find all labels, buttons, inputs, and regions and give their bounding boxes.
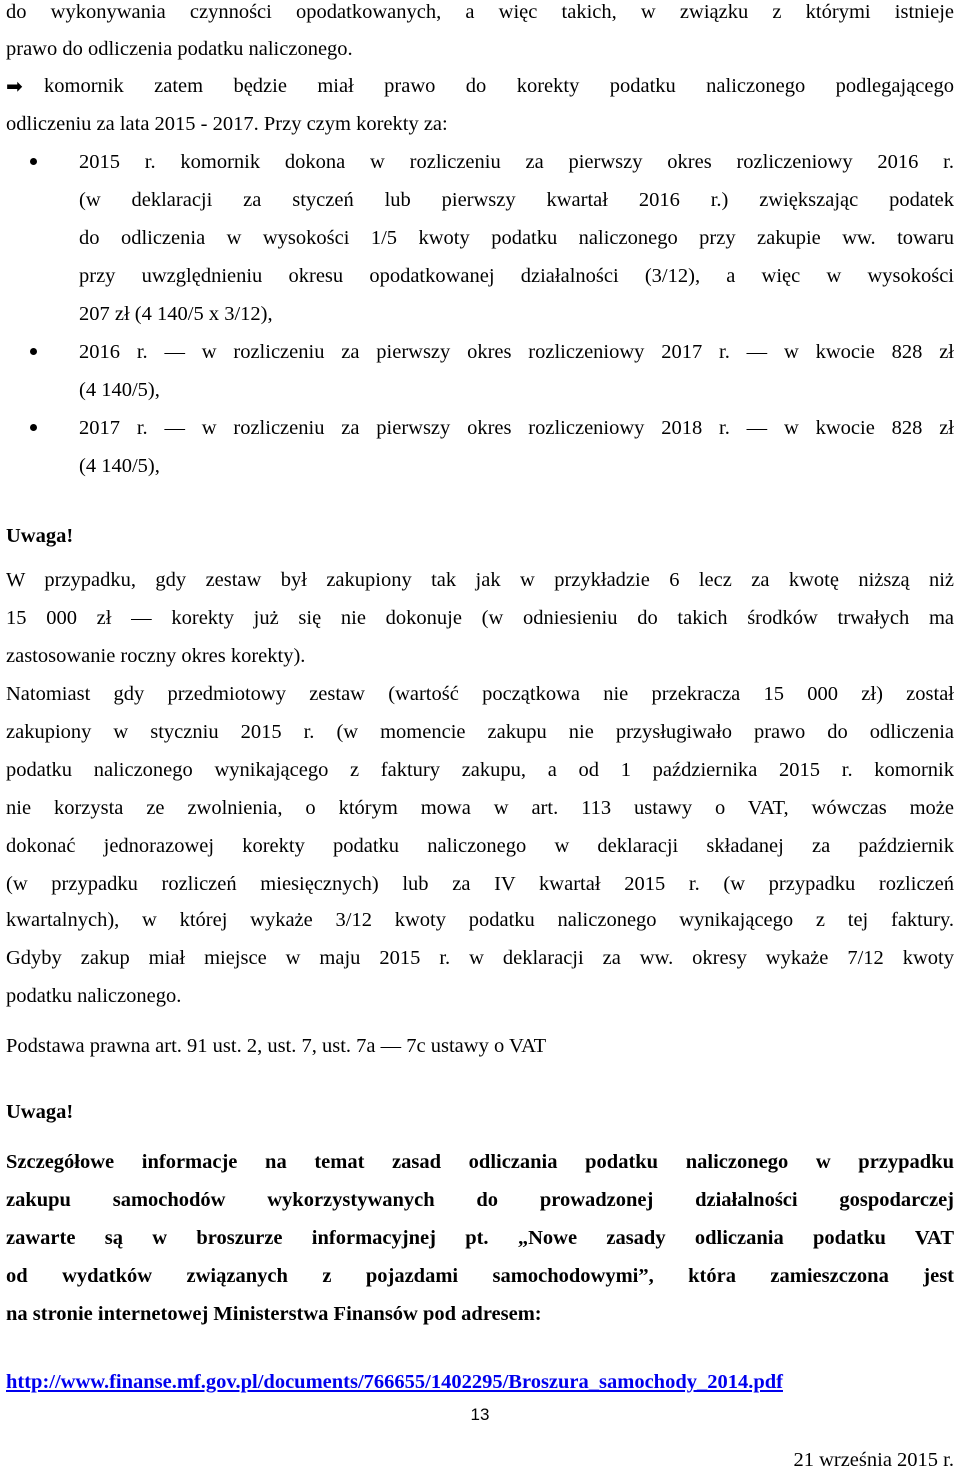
text-line: 2016 r. — w rozliczeniu za pierwszy okres rozliczeniowy 2017 r. — w kwocie 828 zł — [79, 341, 954, 363]
text-line: (4 140/5), — [79, 379, 160, 401]
note-heading: Uwaga! — [6, 1101, 74, 1123]
text-line: zawarte są w broszurze informacyjnej pt. „Nowe zasady odliczania podatku VAT — [6, 1227, 954, 1249]
text-line: Natomiast gdy przedmiotowy zestaw (wartość początkowa nie przekracza 15 000 zł) został — [6, 683, 954, 705]
bullet-icon — [30, 348, 37, 355]
text-line: podatku naliczonego. — [6, 985, 182, 1007]
text-line: zakupu samochodów wykorzystywanych do prowadzonej działalności gospodarczej — [6, 1189, 954, 1211]
text-line: podatku naliczonego wynikającego z faktury zakupu, a od 1 października 2015 r. komornik — [6, 759, 954, 781]
text-line: W przypadku, gdy zestaw był zakupiony tak jak w przykładzie 6 lecz za kwotę niższą niż — [6, 569, 954, 591]
text-line: nie korzysta ze zwolnienia, o którym mowa w art. 113 ustawy o VAT, wówczas może — [6, 797, 954, 819]
bullet-icon — [30, 424, 37, 431]
note-heading: Uwaga! — [6, 525, 74, 547]
text-line: Gdyby zakup miał miejsce w maju 2015 r. w deklaracji za ww. okresy wykaże 7/12 kwoty — [6, 947, 954, 969]
text-line: odliczeniu za lata 2015 - 2017. Przy czym korekty za: — [6, 113, 448, 135]
brochure-link[interactable]: http://www.finanse.mf.gov.pl/documents/766655/1402295/Broszura_samochody_2014.pdf — [6, 1371, 783, 1393]
page-number: 13 — [470, 1405, 490, 1424]
text-line: 2017 r. — w rozliczeniu za pierwszy okres rozliczeniowy 2018 r. — w kwocie 828 zł — [79, 417, 954, 439]
text-line: prawo do odliczenia podatku naliczonego. — [6, 38, 353, 60]
text-line: 15 000 zł — korekty już się nie dokonuje (w odniesieniu do takich środków trwałych ma — [6, 607, 954, 629]
text-line: (4 140/5), — [79, 455, 160, 477]
text-line: 2015 r. komornik dokona w rozliczeniu za pierwszy okres rozliczeniowy 2016 r. — [79, 151, 954, 173]
text-line: do wykonywania czynności opodatkowanych, a więc takich, w związku z którymi istnieje — [6, 1, 954, 23]
text-line: Szczegółowe informacje na temat zasad odliczania podatku naliczonego w przypadku — [6, 1151, 954, 1173]
text-line: (w przypadku rozliczeń miesięcznych) lub za IV kwartał 2015 r. (w przypadku rozliczeń — [6, 873, 954, 895]
text-line: przy uwzględnieniu okresu opodatkowanej działalności (3/12), a więc w wysokości — [79, 265, 954, 287]
text-line: do odliczenia w wysokości 1/5 kwoty podatku naliczonego przy zakupie ww. towaru — [79, 227, 954, 249]
text-line: zakupiony w styczniu 2015 r. (w momencie zakupu nie przysługiwało prawo do odliczenia — [6, 721, 954, 743]
text-line: (w deklaracji za styczeń lub pierwszy kwartał 2016 r.) zwiększając podatek — [79, 189, 954, 211]
legal-basis: Podstawa prawna art. 91 ust. 2, ust. 7, ust. 7a — 7c ustawy o VAT — [6, 1035, 547, 1057]
arrow-right-icon: ➡ — [6, 74, 23, 98]
text-line: 207 zł (4 140/5 x 3/12), — [79, 303, 273, 325]
text-line: od wydatków związanych z pojazdami samochodowymi”, która zamieszczona jest — [6, 1265, 954, 1287]
bullet-icon — [30, 158, 37, 165]
text-line: kwartalnych), w której wykaże 3/12 kwoty podatku naliczonego wynikającego z tej faktury. — [6, 909, 954, 931]
text-line: na stronie internetowej Ministerstwa Finansów pod adresem: — [6, 1303, 542, 1325]
text-line: dokonać jednorazowej korekty podatku naliczonego w deklaracji składanej za październik — [6, 835, 954, 857]
text-line: zastosowanie roczny okres korekty). — [6, 645, 306, 667]
text-line: komornik zatem będzie miał prawo do korekty podatku naliczonego podlegającego — [44, 75, 954, 97]
document-date: 21 września 2015 r. — [793, 1449, 954, 1471]
